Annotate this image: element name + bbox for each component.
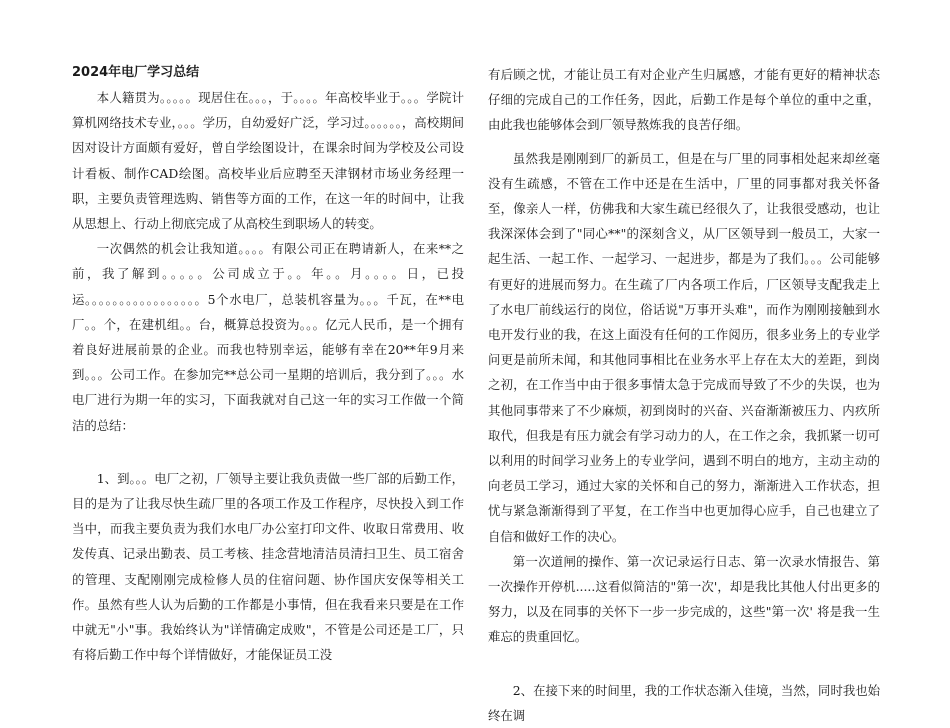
document-title: 2024年电厂学习总结	[72, 65, 200, 80]
paragraph-company: 一次偶然的机会让我知道。。。。有限公司正在聘请新人，在来**之前，我了解到。。。。。公司成立于。。年。。月。。。。日，已投运。。。。。。。。。。。。。。。。。5个水电厂，总装机容量为。。。千瓦，在**电厂。。个，在建机组。。台，概算总投资为。。。亿元人民币，是一个拥有着良好进展前景的企业。而我也特别幸运，能够有幸在20**年9月来到。。。公司工作。在参加完**总公司一星期的培训后，我分到了。。。水电厂进行为期一年的实习，下面我就对自己这一年的实习工作做一个简洁的总结：	[72, 241, 464, 433]
paragraph-colleagues: 虽然我是刚刚到厂的新员工，但是在与厂里的同事相处起来却丝毫没有生疏感，不管在工作中还是在生活中，厂里的同事都对我关怀备至，像亲人一样，仿佛我和大家生疏已经很久了，让我很受感动，也让我深深体会到了"同心**"的深刻含义，从厂区领导到一般员工，大家一起生活、一起工作、一起学习、一起进步，都是为了我们。。。公司能够有更好的进展而努力。在生疏了厂内各项工作后，厂区领导支配我走上了水电厂前线运行的岗位，俗话说"万事开头难"，而作为刚刚接触到水电开发行业的我，在这上面没有任何的工作阅历，很多业务上的专业学问更是前所未闻，和其他同事相比在业务水平上存在太大的差距，到岗之初，在工作当中由于很多事情太急于完成而导致了不少的失误，也为其他同事带来了不少麻烦，初到岗时的兴奋、兴奋渐渐被压力、内疚所取代，但我是有压力就会有学习动力的人，在工作之余，我抓紧一切可以利用的时间学习业务上的专业学问，遇到不明白的地方，主动主动的向老员工学习，通过大家的关怀和自己的努力，渐渐进入工作状态，担忧与紧急渐渐得到了平复，在工作当中也更加得心应手，自己也建立了自信和做好工作的决心。	[488, 150, 880, 544]
paragraph-intro: 本人籍贯为。。。。。现居住在。。。，于。。。。年高校毕业于。。。学院计算机网络技术专业，。。。学历，自幼爱好广泛，学习过。。。。。。，高校期间因对设计方面颇有爱好，曾自学绘图设计，在课余时间为学校及公司设计看板、制作CAD绘图。高校毕业后应聘至天津钢材市场业务经理一职，主要负责管理选购、销售等方面的工作，在这一年的时间中，让我从思想上、行动上彻底完成了从高校生到职场人的转变。	[72, 90, 464, 232]
paragraph-gap	[488, 138, 880, 146]
paragraph-firsts: 第一次道闸的操作、第一次记录运行日志、第一次录水情报告、第一次操作开停机.....这看似简洁的"第一次'，却是我比其他人付出更多的努力，以及在同事的关怀下一步一步完成的，这些"第一次' 将是我一生难忘的贵重回忆。	[488, 553, 880, 645]
paragraph-section-1: 1、到。。。电厂之初，厂领导主要让我负责做一些厂部的后勤工作，目的是为了让我尽快生疏厂里的各项工作及工作程序，尽快投入到工作当中，而我主要负责为我们水电厂办公室打印文件、收取日常费用、收发传真、记录出勤表、员工考核、挂念营地清洁员清扫卫生、员工宿舍的管理、支配刚刚完成检修人员的住宿问题、协作国庆安保等相关工作。虽然有些人认为后勤的工作都是小事情，但在我看来只要是在工作中就无"小"事。我始终认为"详情确定成败"，不管是公司还是工厂，只有将后勤工作中每个详情做好，才能保证员工没	[72, 470, 464, 663]
paragraph-gap	[488, 650, 880, 678]
paragraph-section-2: 2、在接下来的时间里，我的工作状态渐入佳境，当然，同时我也始终在调	[488, 682, 881, 723]
left-column	[72, 60, 464, 667]
paragraph-gap	[72, 438, 464, 466]
paragraph-continued: 有后顾之忧，才能让员工有对企业产生归属感，才能有更好的精神状态仔细的完成自己的工作任务，因此，后勤工作是每个单位的重中之重，由此我也能够体会到厂领导熬炼我的良苦仔细。	[488, 67, 880, 133]
right-column	[488, 62, 880, 728]
